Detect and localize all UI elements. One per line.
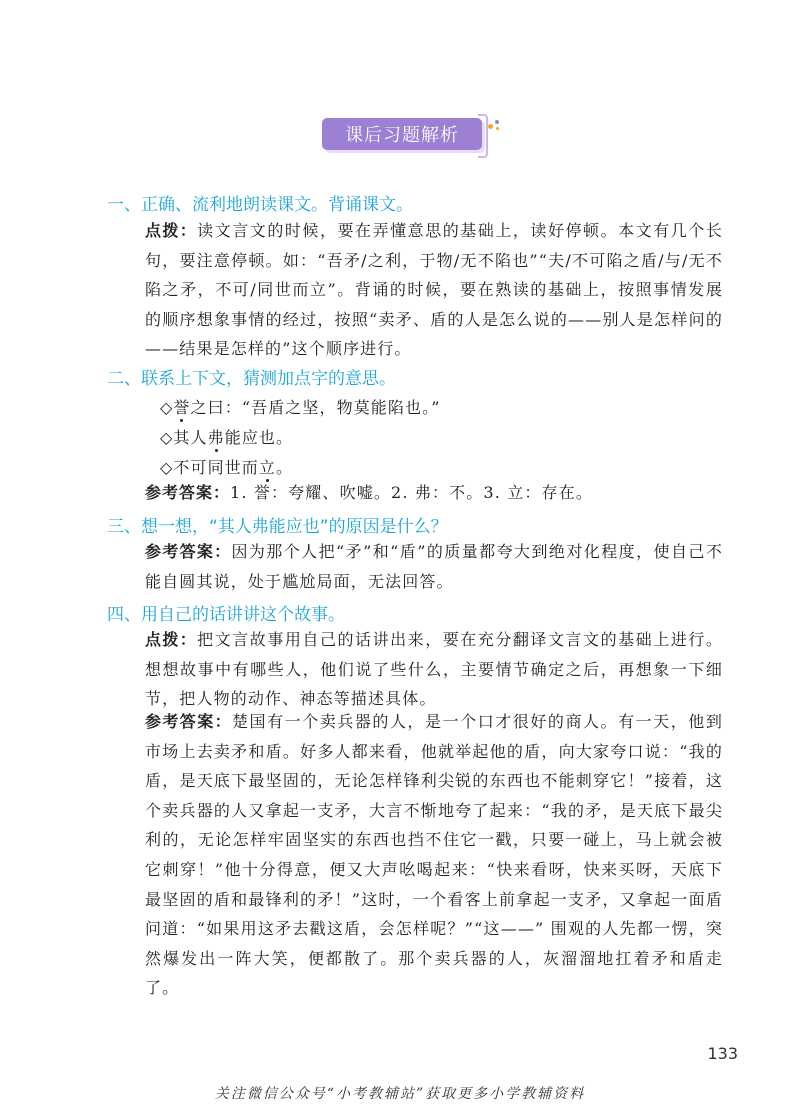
- dotted-char: 弗: [207, 428, 225, 447]
- answer-text: 1. 誉：夸耀、吹嘘。2. 弗：不。3. 立：存在。: [230, 483, 593, 502]
- hint-text: 读文言文的时候，要在弄懂意思的基础上，读好停顿。本文有几个长句，要注意停顿。如：“吾矛/之利，于物/无不陷也”“夫/不可陷之盾/与/无不陷之矛，不可/同世而立”。背诵的时候，要在熟读的基础上，按照事情发展的顺序想象事情的经过，按照“卖矛、盾的人是怎么说的——别人是怎样问的——结果是怎样的”这个顺序进行。: [145, 221, 723, 359]
- question-3-heading: 三、想一想，“其人弗能应也”的原因是什么？: [107, 517, 448, 537]
- banner-bracket-decoration: [478, 114, 488, 158]
- footer-note: 关注微信公众号“小考教辅站”获取更多小学教辅资料: [214, 1086, 586, 1102]
- question-4-answer: [145, 707, 723, 1003]
- answer-text: 楚国有一个卖兵器的人，是一个口才很好的商人。有一天，他到市场上去卖矛和盾。好多人都来看，他就举起他的盾，向大家夸口说：“我的盾，是天底下最坚固的，无论怎样锋利尖锐的东西也不能刺穿它！”接着，这个卖兵器的人又拿起一支矛，大言不惭地夸了起来：“我的矛，是天底下最尖利的，无论怎样牢固坚实的东西也挡不住它一戳，只要一碰上，马上就会被它刺穿！”他十分得意，便又大声吆喝起来：“快来看呀，快来买呀，天底下最坚固的盾和最锋利的矛！”这时，一个看客上前拿起一支矛，又拿起一面盾问道：“如果用这矛去戳这盾，会怎样呢？”“这——” 围观的人先都一愣，突然爆发出一阵大笑，便都散了。那个卖兵器的人，灰溜溜地扛着矛和盾走了。: [145, 712, 723, 998]
- question-4-hint: [145, 625, 723, 714]
- question-2-answer: [145, 478, 723, 508]
- question-1-heading: 一、正确、流利地朗读课文。背诵课文。: [107, 195, 413, 215]
- question-2-item-2: ◇其人弗能应也。: [160, 428, 294, 447]
- question-2-item-1: ◇誉之曰：“吾盾之坚，物莫能陷也。”: [160, 398, 441, 417]
- page-number: 133: [707, 1044, 738, 1063]
- dotted-char: 誉: [173, 398, 191, 417]
- section-banner: [322, 118, 482, 150]
- dotted-char: 立: [258, 458, 277, 477]
- answer-label: 参考答案：: [145, 483, 231, 502]
- question-4-heading: 四、用自己的话讲讲这个故事。: [107, 605, 345, 625]
- question-3-answer: [145, 537, 723, 596]
- question-2-item-3: ◇不可同世而立。: [160, 458, 294, 477]
- answer-text: 因为那个人把“矛”和“盾”的质量都夸大到绝对化程度，使自己不能自圆其说，处于尴尬局面，无法回答。: [145, 542, 723, 591]
- question-1-hint: [145, 216, 723, 364]
- decorative-dots-icon: [488, 120, 502, 134]
- banner-title: 课后习题解析: [322, 118, 482, 150]
- answer-label: 参考答案：: [145, 712, 232, 731]
- hint-label: 点拨：: [145, 630, 198, 649]
- hint-text: 把文言故事用自己的话讲出来，要在充分翻译文言文的基础上进行。想想故事中有哪些人，他们说了些什么，主要情节确定之后，再想象一下细节，把人物的动作、神态等描述具体。: [145, 630, 723, 709]
- hint-label: 点拨：: [145, 221, 198, 240]
- answer-label: 参考答案：: [145, 542, 232, 561]
- question-2-heading: 二、联系上下文，猜测加点字的意思。: [107, 369, 396, 389]
